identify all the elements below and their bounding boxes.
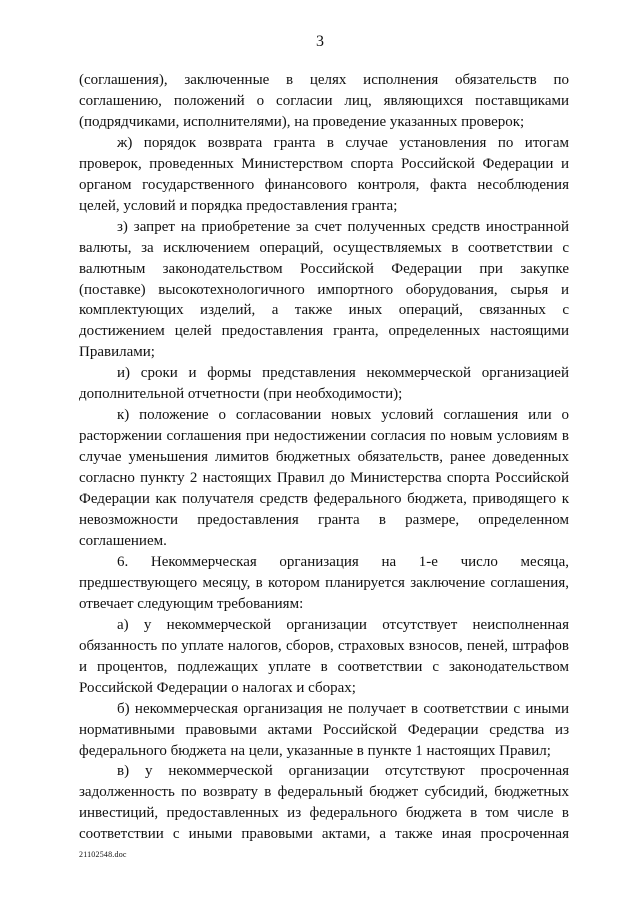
page-number: 3 <box>316 33 324 50</box>
paragraph-item-z: з) запрет на приобретение за счет полученных средств иностранной валюты, за исключением операций, осуществляемых в соответствии с валютным законодательством Российской Федерации при закупке (поставке) высокотехнологичного импортного оборудования, сырья и комплектующих изделий, а также иных операций, связанных с достижением целей предоставления гранта, определенных настоящими Правилами; <box>79 218 569 361</box>
paragraph-item-k: к) положение о согласовании новых условий соглашения или о расторжении соглашения при недостижении согласия по новым условиям в случае уменьшения лимитов бюджетных обязательств, ранее доведенных согласно пункту 2 настоящих Правил до Министерства спорта Российской Федерации как получателя средств федерального бюджета, приводящего к невозможности предоставления гранта в размере, определенном соглашением. <box>79 407 569 549</box>
paragraph-clause-6: 6. Некоммерческая организация на 1-е число месяца, предшествующего месяцу, в котором планируется заключение соглашения, отвечает следующим требованиям: <box>79 553 569 612</box>
document-file-code: 21102548.doc <box>79 850 127 859</box>
paragraph-continuation: (соглашения), заключенные в целях исполнения обязательств по соглашению, положений о согласии лиц, являющихся поставщиками (подрядчиками, исполнителями), на проведение указанных проверок; <box>79 72 569 130</box>
document-body <box>79 70 569 845</box>
paragraph-item-zh: ж) порядок возврата гранта в случае установления по итогам проверок, проведенных Министерством спорта Российской Федерации и органом государственного финансового контроля, факта несоблюдения целей, условий и порядка предоставления гранта; <box>79 134 569 214</box>
paragraph-item-i: и) сроки и формы представления некоммерческой организацией дополнительной отчетности (при необходимости); <box>79 365 569 403</box>
paragraph-item-a: а) у некоммерческой организации отсутствует неисполненная обязанность по уплате налогов, сборов, страховых взносов, пеней, штрафов и процентов, подлежащих уплате в соответствии с законодательством Российской Федерации о налогах и сборах; <box>79 616 569 696</box>
paragraph-item-v: в) у некоммерческой организации отсутствуют просроченная задолженность по возврату в федеральный бюджет субсидий, бюджетных инвестиций, предоставленных из федерального бюджета в том числе в соответствии с иными правовыми актами, а также иная просроченная <box>79 763 569 843</box>
paragraph-item-b: б) некоммерческая организация не получает в соответствии с иными нормативными правовыми актами Российской Федерации средства из федерального бюджета на цели, указанные в пункте 1 настоящих Правил; <box>79 700 569 759</box>
